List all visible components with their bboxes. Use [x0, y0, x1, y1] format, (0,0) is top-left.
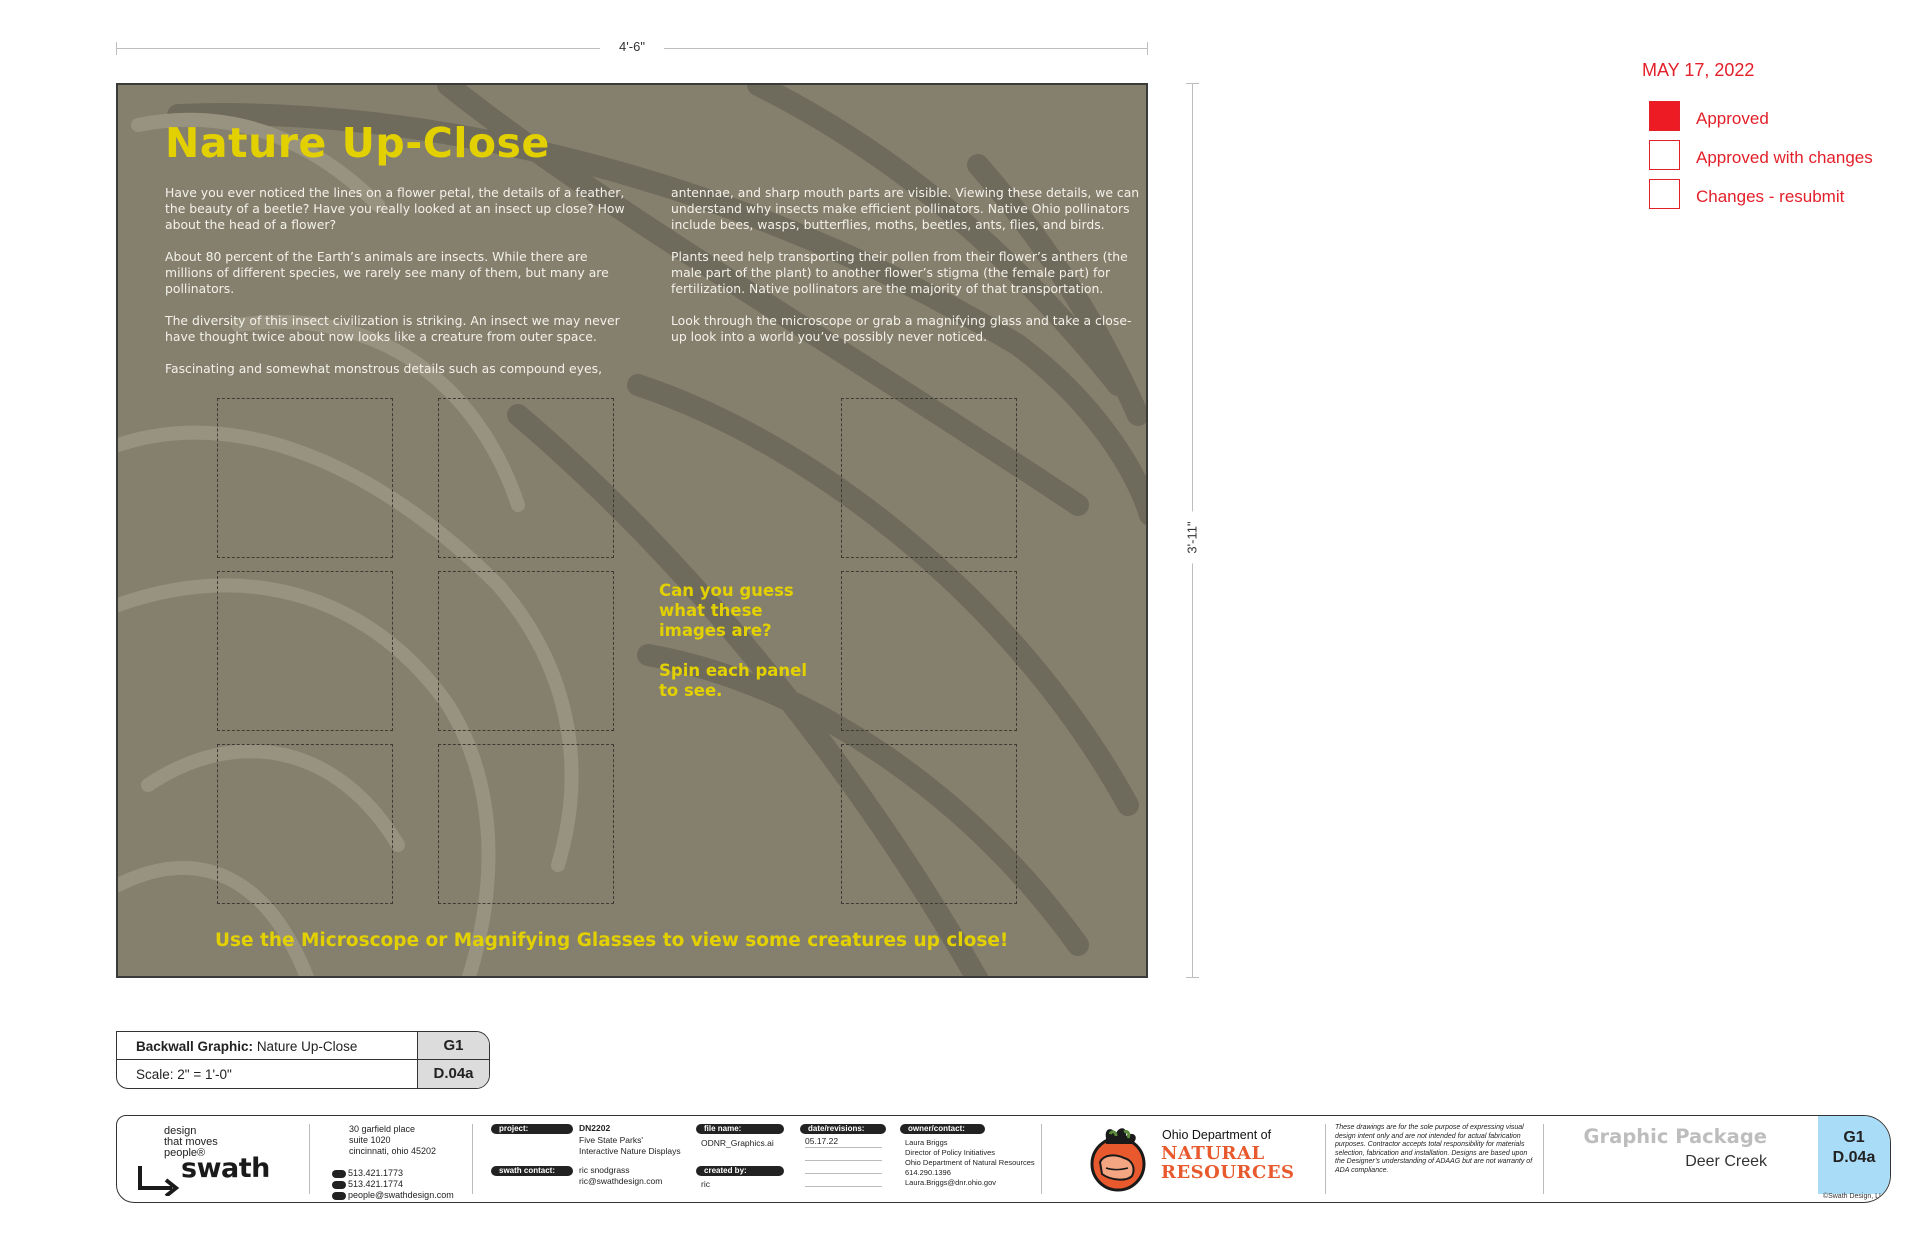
panel-call-to-action: Use the Microscope or Magnifying Glasses to view some creatures up close!: [215, 930, 1009, 951]
body-text-left-column: [165, 185, 635, 393]
drawing-label-box: [116, 1031, 490, 1089]
email-row: [332, 1190, 454, 1201]
swath-contact-label: swath contact:: [491, 1166, 573, 1176]
divider: [1543, 1124, 1544, 1194]
body-paragraph: antennae, and sharp mouth parts are visible. Viewing these details, we can understand why insects make efficient pollinators. Native Ohio pollinators include bees, wasps, butterflies, moths, beetles, ants, flies, and birds.: [671, 185, 1140, 232]
swath-contact-info: [332, 1168, 454, 1201]
checkbox-empty-icon[interactable]: [1649, 140, 1680, 170]
phone-icon: [332, 1170, 346, 1178]
divider: [1325, 1124, 1326, 1194]
tagline-line: people®: [164, 1147, 206, 1159]
created-by-value: ric: [701, 1179, 710, 1189]
swath-logo-wordmark: swath: [181, 1153, 270, 1184]
swath-contact-name: ric snodgrass: [579, 1165, 630, 1175]
body-paragraph: Have you ever noticed the lines on a flower petal, the details of a feather, the beauty of a beetle? Have you really looked at an insect up close? How about the head of a flower?: [165, 185, 625, 232]
title-block: [116, 1115, 1891, 1203]
prompt-question: Can you guess what these images are?: [659, 581, 794, 640]
email-address[interactable]: people@swathdesign.com: [348, 1190, 454, 1200]
date-revisions-label: date/revisions:: [800, 1124, 886, 1134]
approval-option-label: Approved: [1696, 109, 1769, 128]
body-paragraph: The diversity of this insect civilization is striking. An insect we may never have thought twice about now looks like a creature from outer space.: [165, 313, 620, 344]
image-placeholder: [217, 744, 393, 904]
project-name-line: Interactive Nature Displays: [579, 1146, 681, 1156]
prompt-action: Spin each panel to see.: [659, 661, 807, 700]
drawing-title: [136, 1039, 357, 1054]
file-name-value: ODNR_Graphics.ai: [701, 1138, 774, 1148]
address-line: cincinnati, ohio 45202: [349, 1146, 437, 1156]
swath-address: [349, 1124, 436, 1157]
owner-line: Laura Briggs: [905, 1138, 948, 1147]
odnr-name-line2: [1161, 1144, 1295, 1182]
divider: [309, 1124, 310, 1194]
owner-line: Director of Policy Initiatives: [905, 1148, 996, 1157]
height-dimension-label: 3'-11": [1185, 512, 1200, 564]
date-value: 05.17.22: [805, 1136, 839, 1146]
odnr-name-line1: Ohio Department of: [1162, 1128, 1272, 1142]
image-placeholder: [438, 744, 614, 904]
panel-title: Nature Up-Close: [165, 119, 550, 167]
project-label: project:: [491, 1124, 573, 1134]
graphic-panel: [116, 83, 1148, 978]
fax-number: 513.421.1774: [348, 1179, 404, 1189]
drawing-title-row: [117, 1032, 489, 1060]
phone-number: 513.421.1773: [348, 1168, 404, 1178]
tagline-line: design: [164, 1125, 197, 1137]
body-paragraph: About 80 percent of the Earth’s animals are insects. While there are millions of different species, we rarely see many of them, but many are pollinators.: [165, 249, 609, 296]
tagline-line: that moves: [164, 1136, 218, 1148]
owner-line: 614.290.1396: [905, 1168, 951, 1177]
approval-date: MAY 17, 2022: [1642, 60, 1755, 80]
swath-contact-email: ric@swathdesign.com: [579, 1176, 663, 1186]
fax-icon: [332, 1181, 346, 1189]
body-paragraph: Plants need help transporting their pollen from their flower’s anthers (the male part of the plant) to another flower’s stigma (the female part) for fertilization. Native pollinators are the majority of that transportation.: [671, 249, 1128, 296]
approval-option-label: Approved with changes: [1696, 148, 1873, 167]
approval-option-label: Changes - resubmit: [1696, 187, 1845, 206]
odnr-word: RESOURCES: [1161, 1162, 1295, 1183]
package-title: Graphic Package: [1583, 1125, 1767, 1148]
checkbox-empty-icon[interactable]: [1649, 179, 1680, 209]
owner-contact-info: [905, 1138, 1035, 1188]
revision-line: [805, 1186, 882, 1187]
project-name-line: Five State Parks': [579, 1135, 643, 1145]
body-text-right-column: [671, 185, 1141, 361]
divider: [472, 1124, 473, 1194]
image-placeholder: [217, 571, 393, 731]
width-dimension-label: 4'-6": [600, 39, 664, 54]
sheet-code: [1818, 1116, 1890, 1194]
owner-line: Ohio Department of Natural Resources: [905, 1158, 1035, 1167]
divider: [1041, 1124, 1042, 1194]
revision-line: [805, 1173, 882, 1174]
body-paragraph: Look through the microscope or grab a magnifying glass and take a close-up look into a world you’ve possibly never noticed.: [671, 313, 1132, 344]
address-line: 30 garfield place: [349, 1124, 416, 1134]
project-code: [579, 1123, 610, 1134]
sheet-code-line: D.04a: [1832, 1149, 1876, 1166]
drawing-scale-row: [117, 1060, 489, 1088]
file-name-label: file name:: [696, 1124, 784, 1134]
odnr-word: NATURAL: [1161, 1143, 1265, 1164]
image-placeholder: [438, 398, 614, 558]
owner-contact-label: owner/contact:: [900, 1124, 985, 1134]
body-paragraph: Fascinating and somewhat monstrous details such as compound eyes,: [165, 361, 603, 376]
fax-row: [332, 1179, 454, 1190]
guess-prompt: [659, 581, 809, 721]
sheet-code-line: G1: [1843, 1129, 1865, 1146]
revision-line: [805, 1147, 882, 1148]
image-placeholder: [438, 571, 614, 731]
project-code-text: DN2202: [579, 1123, 611, 1133]
email-icon: [332, 1192, 346, 1200]
phone-row: [332, 1168, 454, 1179]
disclaimer-text: These drawings are for the sole purpose of expressing visual design intent only and are not intended for actual fabrication purposes. Contractor accepts total responsibility for materials selection, fabrication and installation. Designs are based upon the Designer’s understanding of ADAAG but are not warranty of ADA compliance.: [1335, 1124, 1533, 1174]
created-by-label: created by:: [696, 1166, 784, 1176]
image-placeholder: [841, 571, 1017, 731]
image-placeholder: [841, 398, 1017, 558]
drawing-type: Backwall Graphic:: [136, 1039, 254, 1054]
drawing-code-d04a: D.04a: [417, 1060, 489, 1088]
owner-line: Laura.Briggs@dnr.ohio.gov: [905, 1178, 997, 1187]
drawing-name: Nature Up-Close: [256, 1039, 358, 1054]
drawing-code-g1: G1: [417, 1032, 489, 1059]
odnr-logo-icon: [1082, 1124, 1154, 1196]
revision-line: [805, 1160, 882, 1161]
package-subtitle: Deer Creek: [1685, 1153, 1767, 1170]
drawing-scale: Scale: 2" = 1'-0": [136, 1067, 232, 1082]
copyright: ©Swath Design, LLC: [1822, 1193, 1888, 1200]
image-placeholder: [217, 398, 393, 558]
image-placeholder: [841, 744, 1017, 904]
checkbox-checked-icon[interactable]: [1649, 101, 1680, 131]
address-line: suite 1020: [349, 1135, 391, 1145]
